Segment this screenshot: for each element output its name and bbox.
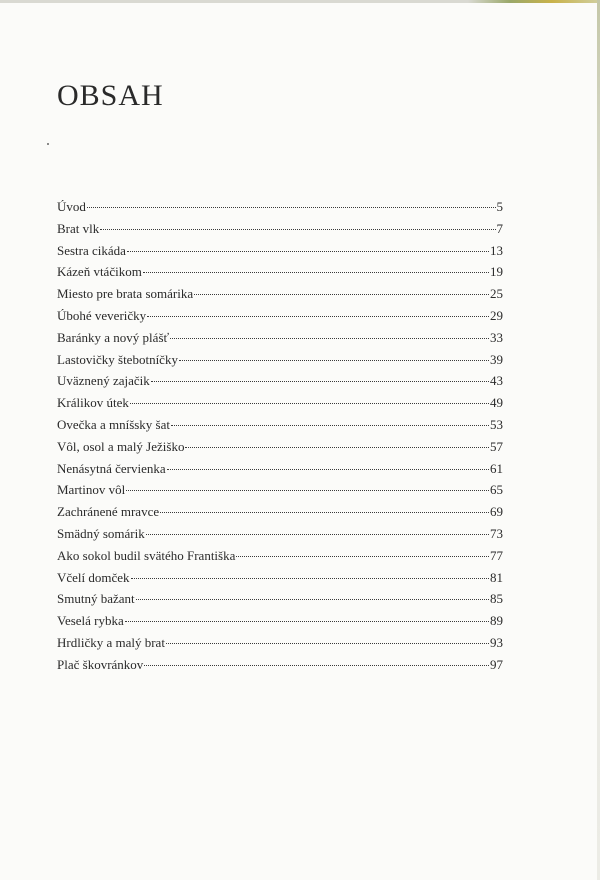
toc-entry — [57, 458, 503, 480]
toc-leader-dots — [236, 556, 489, 557]
toc-entry-page: 43 — [490, 373, 503, 389]
toc-entry-page: 19 — [490, 264, 503, 280]
toc-entry — [57, 283, 503, 305]
toc-entry-title: Králikov útek — [57, 395, 129, 411]
toc-entry — [57, 588, 503, 610]
toc-leader-dots — [170, 338, 489, 339]
toc-leader-dots — [194, 294, 489, 295]
toc-leader-dots — [151, 381, 489, 382]
toc-entry — [57, 523, 503, 545]
toc-entry — [57, 567, 503, 589]
toc-entry — [57, 370, 503, 392]
table-of-contents — [57, 196, 503, 676]
toc-entry-title: Smutný bažant — [57, 591, 135, 607]
page-title: OBSAH — [57, 79, 164, 112]
toc-entry-title: Úvod — [57, 199, 86, 214]
toc-leader-dots — [185, 447, 489, 448]
toc-entry-page: 81 — [490, 569, 503, 585]
toc-entry-page: 97 — [490, 656, 503, 672]
toc-entry-title: Ovečka a mníšsky šat — [57, 416, 171, 432]
toc-entry-page: 69 — [490, 504, 503, 520]
toc-leader-dots — [179, 360, 489, 361]
toc-leader-dots — [144, 665, 489, 666]
toc-entry-title: Úbohé veveričky — [57, 307, 147, 323]
toc-leader-dots — [136, 599, 489, 600]
toc-leader-dots — [146, 534, 489, 535]
toc-entry-title: Lastovičky štebotníčky — [57, 351, 178, 367]
toc-leader-dots — [130, 403, 489, 404]
toc-leader-dots — [127, 251, 489, 252]
toc-entry-page: 29 — [490, 307, 503, 323]
toc-entry-title: Martinov vôl — [57, 482, 126, 498]
toc-entry — [57, 436, 503, 458]
toc-entry — [57, 632, 503, 654]
toc-entry-page: 89 — [490, 613, 503, 629]
toc-entry-page: 7 — [496, 220, 503, 236]
toc-leader-dots — [166, 643, 489, 644]
toc-entry-page: 61 — [490, 460, 503, 476]
toc-entry-page: 5 — [496, 199, 503, 214]
toc-entry-page: 65 — [490, 482, 503, 498]
toc-entry — [57, 218, 503, 240]
toc-entry-title: Ako sokol budil svätého Františka — [57, 547, 236, 563]
toc-entry-title: Uväznený zajačik — [57, 373, 150, 389]
toc-leader-dots — [87, 207, 496, 208]
toc-entry-title: Hrdličky a malý brat — [57, 634, 165, 650]
toc-leader-dots — [131, 578, 489, 579]
toc-entry — [57, 654, 503, 676]
toc-leader-dots — [125, 621, 489, 622]
toc-entry-page: 39 — [490, 351, 503, 367]
toc-entry-title: Smädný somárik — [57, 525, 145, 541]
toc-entry-page: 85 — [490, 591, 503, 607]
toc-entry — [57, 501, 503, 523]
toc-entry — [57, 327, 503, 349]
toc-entry-page: 77 — [490, 547, 503, 563]
toc-entry — [57, 479, 503, 501]
toc-leader-dots — [160, 512, 489, 513]
toc-entry-page: 49 — [490, 395, 503, 411]
toc-entry-page: 73 — [490, 525, 503, 541]
toc-entry — [57, 305, 503, 327]
paper-speck — [47, 143, 49, 145]
toc-entry — [57, 545, 503, 567]
toc-leader-dots — [171, 425, 489, 426]
toc-entry-title: Zachránené mravce — [57, 504, 160, 520]
toc-entry-title: Sestra cikáda — [57, 242, 126, 258]
toc-leader-dots — [143, 272, 489, 273]
toc-entry-page: 33 — [490, 329, 503, 345]
toc-entry-title: Baránky a nový plášť — [57, 329, 170, 345]
toc-entry — [57, 349, 503, 371]
toc-entry-title: Nenásytná červienka — [57, 460, 166, 476]
page-top-edge — [0, 0, 600, 3]
toc-entry-title: Miesto pre brata somárika — [57, 286, 194, 302]
toc-entry — [57, 392, 503, 414]
toc-entry-title: Veselá rybka — [57, 613, 124, 629]
toc-entry — [57, 610, 503, 632]
toc-entry-title: Vôl, osol a malý Ježiško — [57, 438, 185, 454]
toc-entry-page: 25 — [490, 286, 503, 302]
toc-entry-page: 93 — [490, 634, 503, 650]
toc-entry-title: Brat vlk — [57, 220, 100, 236]
toc-entry-title: Včelí domček — [57, 569, 130, 585]
toc-entry — [57, 414, 503, 436]
toc-entry-page: 53 — [490, 416, 503, 432]
toc-entry-page: 57 — [490, 438, 503, 454]
toc-entry-title: Kázeň vtáčikom — [57, 264, 142, 280]
toc-leader-dots — [126, 490, 489, 491]
toc-entry — [57, 196, 503, 218]
toc-leader-dots — [100, 229, 495, 230]
toc-entry-title: Plač škovránkov — [57, 656, 144, 672]
toc-entry — [57, 261, 503, 283]
toc-entry — [57, 240, 503, 262]
toc-entry-page: 13 — [490, 242, 503, 258]
toc-leader-dots — [167, 469, 489, 470]
toc-leader-dots — [147, 316, 489, 317]
